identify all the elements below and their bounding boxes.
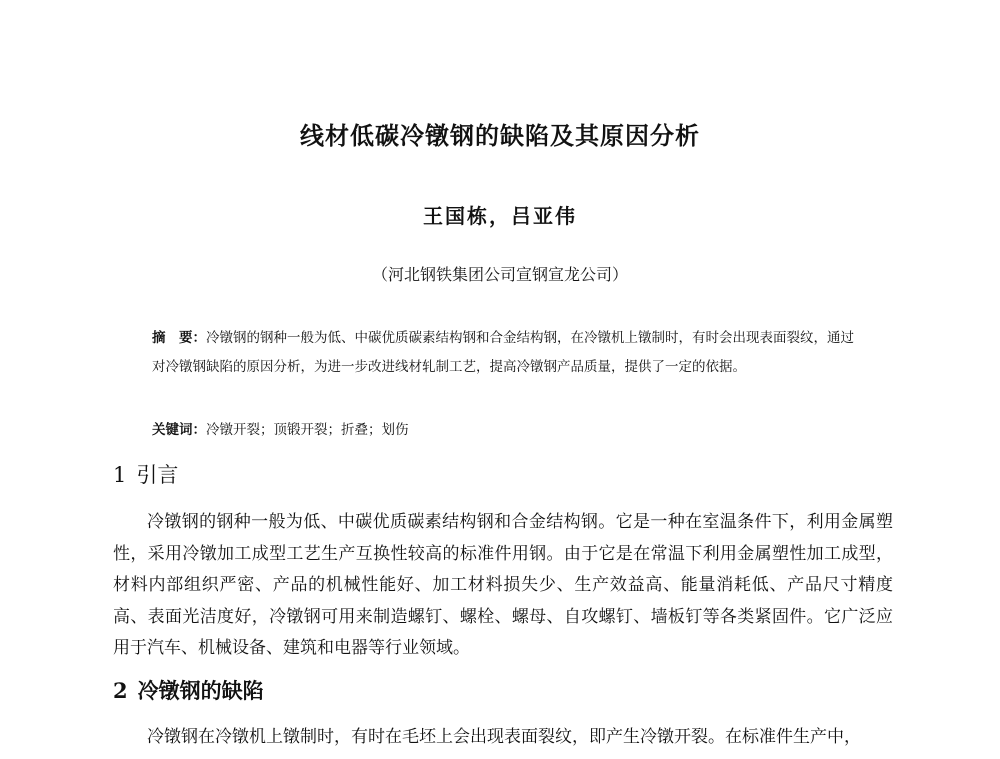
section-paragraph-defects: 冷镦钢在冷镦机上镦制时，有时在毛坯上会出现表面裂纹，即产生冷镦开裂。在标准件生产中， bbox=[147, 727, 861, 747]
keywords-label: 关键词： bbox=[152, 422, 206, 438]
abstract-text: 冷镦钢的钢种一般为低、中碳优质碳素结构钢和合金结构钢，在冷镦机上镦制时，有时会出现表面裂纹，通过对冷镦钢缺陷的原因分析，为进一步改进线材轧制工艺，提高冷镦钢产品质量，提供了一定的依据。 bbox=[152, 330, 854, 375]
paper-title: 线材低碳冷镦钢的缺陷及其原因分析 bbox=[300, 122, 700, 150]
section-heading-text: 引言 bbox=[136, 463, 179, 487]
section-heading-defects bbox=[113, 675, 264, 705]
abstract-label: 摘 要： bbox=[152, 330, 206, 346]
section-number: 1 bbox=[113, 463, 127, 487]
author-list: 王国栋，吕亚伟 bbox=[423, 204, 577, 228]
section-heading-text: 冷镦钢的缺陷 bbox=[137, 679, 264, 703]
abstract-block bbox=[152, 324, 862, 382]
keywords-text: 冷镦开裂；顶锻开裂；折叠；划伤 bbox=[206, 422, 409, 438]
keywords-block bbox=[152, 416, 862, 445]
section-number: 2 bbox=[113, 678, 128, 703]
section-heading-introduction bbox=[113, 459, 178, 489]
author-affiliation: （河北钢铁集团公司宣钢宣龙公司） bbox=[371, 265, 628, 284]
section-paragraph-introduction: 冷镦钢的钢种一般为低、中碳优质碳素结构钢和合金结构钢。它是一种在室温条件下，利用金属塑性，采用冷镦加工成型工艺生产互换性较高的标准件用钢。由于它是在常温下利用金属塑性加工成型，材料内部组织严密、产品的机械性能好、加工材料损失少、生产效益高、能量消耗低、产品尺寸精度高、表面光洁度好，冷镦钢可用来制造螺钉、螺栓、螺母、自攻螺钉、墙板钉等各类紧固件。它广泛应用于汽车、机械设备、建筑和电器等行业领域。 bbox=[113, 512, 893, 658]
